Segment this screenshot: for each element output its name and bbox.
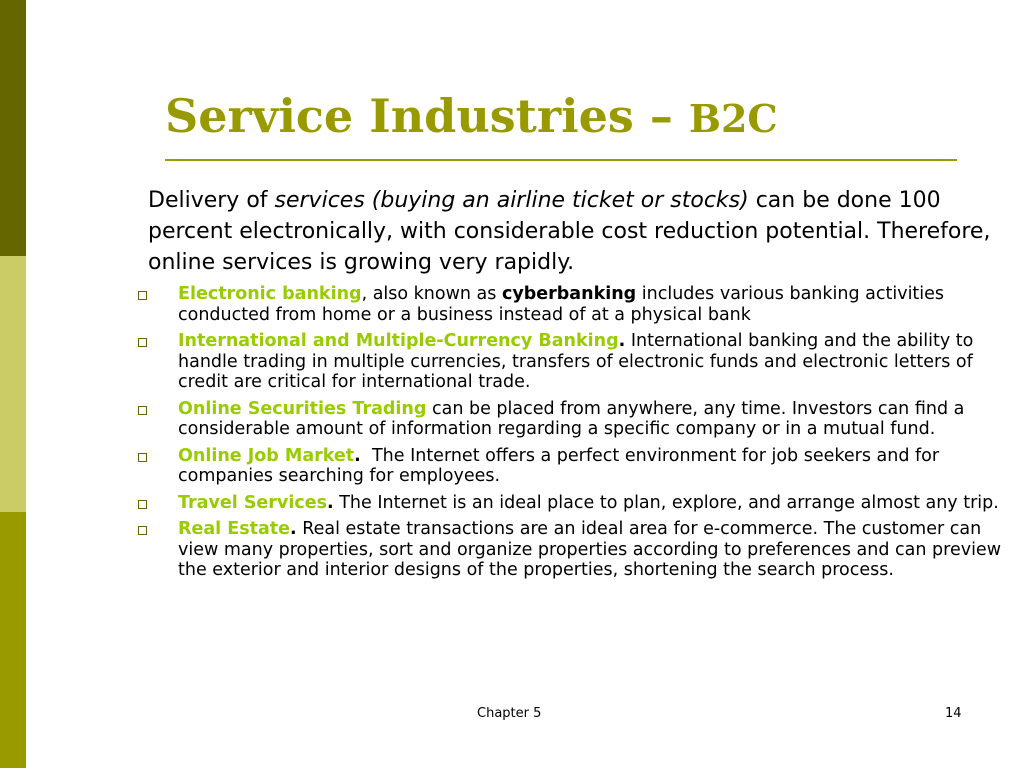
bullet-period: .: [290, 519, 297, 539]
bullet-strong-term: cyberbanking: [501, 284, 637, 304]
bullet-period: .: [618, 331, 626, 351]
footer-page-number: 14: [945, 706, 962, 721]
footer-chapter: Chapter 5: [477, 706, 542, 721]
intro-before: Delivery of: [148, 188, 275, 213]
intro-italic: services (buying an airline ticket or stocks): [274, 188, 749, 213]
intro-paragraph: [148, 185, 998, 278]
bullet-online-securities-trading: [138, 399, 1016, 440]
hollow-square-bullet-icon: [138, 453, 147, 462]
side-bar-top: [0, 0, 26, 256]
bullet-term: Online Job Market: [178, 445, 355, 466]
bullet-term: International and Multiple-Currency Banking: [178, 331, 619, 351]
bullet-international-banking: [138, 331, 1016, 393]
bullet-text: , also known as: [361, 284, 502, 304]
bullet-text: can be placed from anywhere, any time. Investors can find a considerable amount of information regarding a specific company or in a mutual fund.: [178, 398, 965, 439]
title-divider: [165, 159, 957, 161]
bullet-text: Real estate transactions are an ideal area for e-commerce. The customer can view many properties, sort and organize properties according to preferences and can preview the exterior and interior designs of the properties, shortening the search process.: [178, 519, 1002, 580]
bullet-period: .: [327, 492, 334, 513]
bullet-real-estate: [138, 519, 1016, 581]
bullet-term: Travel Services: [178, 492, 327, 513]
hollow-square-bullet-icon: [138, 500, 147, 509]
bullet-text: International banking and the ability to handle trading in multiple currencies, transfers of electronic funds and electronic letters of credit are critical for international trade.: [178, 331, 974, 392]
bullet-electronic-banking: [138, 284, 1016, 325]
hollow-square-bullet-icon: [138, 338, 147, 347]
bullet-text: includes various banking activities conducted from home or a business instead of at a physical bank: [178, 284, 945, 325]
hollow-square-bullet-icon: [138, 406, 147, 415]
bullet-term: Online Securities Trading: [178, 398, 427, 419]
bullet-travel-services: [138, 493, 1016, 514]
bullet-list: [138, 284, 1016, 587]
slide-title-suffix: B2C: [688, 96, 778, 141]
bullet-term: Real Estate: [178, 519, 291, 539]
bullet-online-job-market: [138, 446, 1016, 487]
bullet-text: The Internet offers a perfect environment for job seekers and for companies searching for employees.: [178, 445, 945, 486]
side-bar-middle: [0, 256, 26, 512]
slide-title: [165, 88, 778, 147]
bullet-period: .: [354, 445, 361, 466]
intro-after: can be done 100 percent electronically, with considerable cost reduction potential. Therefore, online services is growing very rapidly.: [148, 188, 991, 275]
side-bar-bottom: [0, 512, 26, 768]
hollow-square-bullet-icon: [138, 526, 147, 535]
bullet-term: Electronic banking: [178, 284, 362, 304]
hollow-square-bullet-icon: [138, 291, 147, 300]
slide-title-main: Service Industries –: [165, 89, 689, 143]
bullet-text: The Internet is an ideal place to plan, explore, and arrange almost any trip.: [333, 492, 999, 513]
